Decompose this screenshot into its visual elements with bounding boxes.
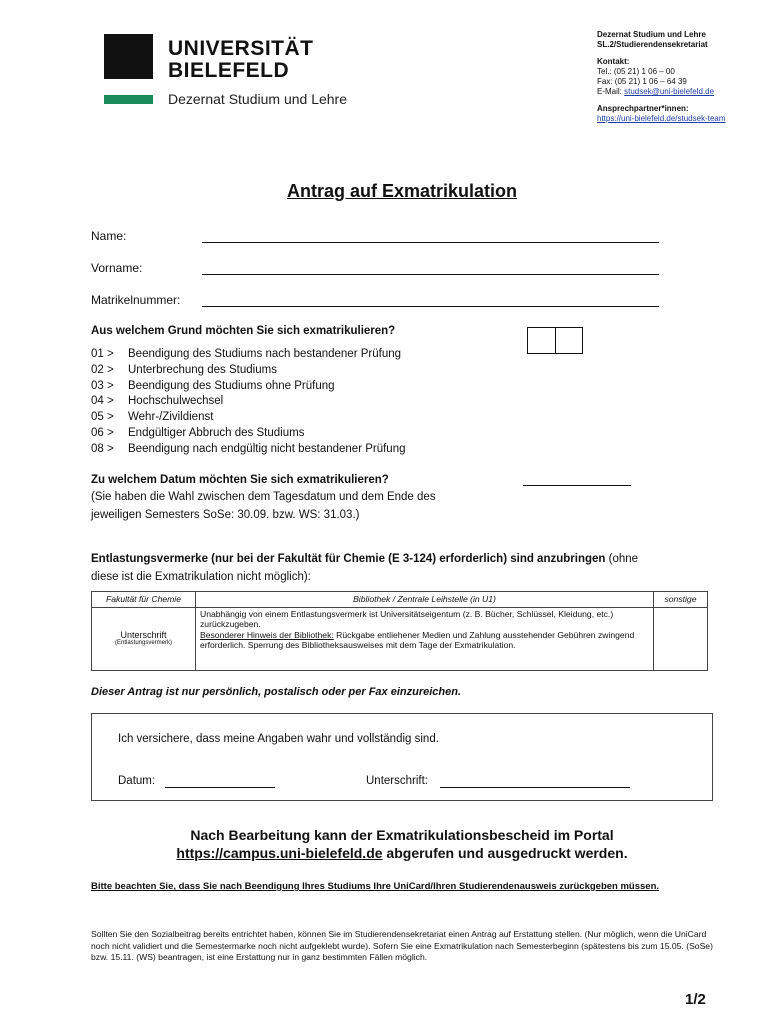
university-logo-mark (104, 34, 153, 79)
partner-heading: Ansprechpartner*innen: (597, 104, 689, 113)
list-item: 06 > Endgültiger Abbruch des Studiums (91, 426, 305, 439)
table-header-bibliothek: Bibliothek / Zentrale Leihstelle (in U1) (196, 592, 654, 608)
list-item: 04 > Hochschulwechsel (91, 395, 224, 408)
form-title: Antrag auf Exmatrikulation (286, 181, 518, 201)
vorname-field[interactable] (202, 273, 659, 275)
vorname-label: Vorname: (91, 261, 143, 275)
contact-office: SL.2/Studierendensekretariat (597, 40, 708, 49)
department-name: Dezernat Studium und Lehre (168, 91, 347, 107)
name-field[interactable] (202, 241, 659, 243)
logo-line-1: UNIVERSITÄT (168, 37, 314, 60)
contact-tel: Tel.: (05 21) 1 06 – 00 (597, 67, 675, 76)
entlastung-note: Entlastungsvermerke (nur bei der Fakultät für Chemie (E 3-124) erforderlich) sind anzubringen (ohne diese ist die Exmatrikulation nicht möglich): (91, 553, 639, 583)
reason-question: Aus welchem Grund möchten Sie sich exmatrikulieren? (91, 325, 396, 337)
portal-link[interactable]: https://campus.uni-bielefeld.de (176, 845, 383, 861)
signature-field[interactable] (440, 787, 630, 788)
contact-fax: Fax: (05 21) 1 06 – 64 39 (597, 77, 687, 86)
datum-field[interactable] (165, 787, 275, 788)
sonstige-cell[interactable] (654, 607, 708, 670)
logo-line-2: BIELEFELD (168, 59, 290, 82)
partner-link[interactable]: https://uni-bielefeld.de/studsek-team (597, 114, 726, 123)
date-field[interactable] (523, 485, 631, 486)
page-number: 1/2 (685, 991, 706, 1008)
list-item: 05 > Wehr-/Zivildienst (91, 411, 214, 424)
declaration-text: Ich versichere, dass meine Angaben wahr und vollständig sind. (118, 733, 439, 745)
list-item: 03 > Beendigung des Studiums ohne Prüfung (91, 379, 335, 392)
reason-code-boxes[interactable] (527, 327, 583, 354)
matrikel-field[interactable] (202, 305, 659, 307)
datum-label: Datum: (118, 775, 156, 787)
reason-code-box-1[interactable] (528, 328, 556, 353)
submission-notice: Dieser Antrag ist nur persönlich, postalisch oder per Fax einzureichen. (91, 686, 462, 698)
university-logo-text (168, 38, 314, 82)
contact-email-link[interactable]: studsek@uni-bielefeld.de (624, 87, 715, 96)
reason-list (91, 347, 406, 458)
contact-email-prefix: E-Mail: (597, 87, 625, 96)
unicard-notice: Bitte beachten Sie, dass Sie nach Beendigung Ihres Studiums Ihre UniCard/Ihren Studierendenausweis zurückgeben müssen. (91, 881, 660, 892)
contact-dept: Dezernat Studium und Lehre (597, 30, 706, 39)
name-label: Name: (91, 229, 127, 243)
date-note: (Sie haben die Wahl zwischen dem Tagesdatum und dem Ende des jeweiligen Semesters SoSe: 30.09. bzw. WS: 31.03.) (91, 491, 436, 521)
reason-code-box-2[interactable] (556, 328, 583, 353)
refund-text: Sollten Sie den Sozialbeitrag bereits entrichtet haben, können Sie im Studierendensekretariat einen Antrag auf Erstattung stellen. (Nur möglich, wenn die UniCard noch nicht validiert und die Semestermarke noch nicht aufgeklebt wurde). Sofern Sie eine Exmatrikulation nach Semesterbeginn (spätestens bis zum 15.05. (SoSe) bzw. 15.11. (WS) beantragen, ist eine Erstattung nur in ganz bestimmten Fällen möglich. (91, 929, 713, 962)
list-item: 01 > Beendigung des Studiums nach bestandener Prüfung (91, 348, 402, 360)
contact-block (597, 30, 762, 124)
list-item: 02 > Unterbrechung des Studiums (91, 363, 277, 376)
table-header-sonstige: sonstige (654, 592, 708, 608)
list-item: 08 > Beendigung nach endgültig nicht bestandener Prüfung (91, 442, 406, 455)
logo-accent-bar (104, 95, 153, 104)
bibliothek-cell[interactable]: Unabhängig von einem Entlastungsvermerk ist Universitätseigentum (z. B. Bücher, Schlüssel, Kleidung, etc.) zurückzugeben. Besonderer Hinweis der Bibliothek: Rückgabe entliehener Medien und Zahlung ausstehender Gebühren zwingend erforderlich. Sperrung des Bibliotheksausweises mit dem Tage der Exmatrikulation. (196, 607, 654, 670)
portal-notice: Nach Bearbeitung kann der Exmatrikulationsbescheid im Portal https://campus.uni-bielefeld.de abgerufen und ausgedruckt werden. (176, 827, 628, 861)
matrikel-label: Matrikelnummer: (91, 293, 181, 307)
date-question: Zu welchem Datum möchten Sie sich exmatrikulieren? (91, 474, 389, 486)
contact-email-row (597, 87, 762, 97)
chemie-signature-cell[interactable]: Unterschrift (Entlastungsvermerk) (92, 607, 196, 670)
contact-heading: Kontakt: (597, 57, 630, 66)
entlastung-table (91, 591, 708, 671)
table-header-chemie: Fakultät für Chemie (92, 592, 196, 608)
signature-label: Unterschrift: (366, 775, 428, 787)
